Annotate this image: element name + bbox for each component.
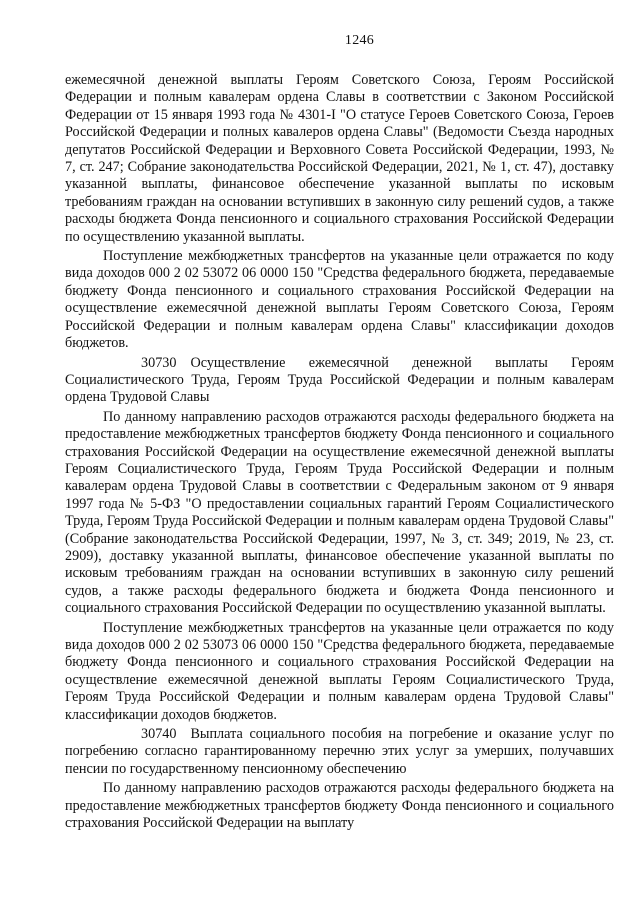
page-number: 1246 — [344, 33, 375, 48]
paragraph-income-code-53073: Поступление межбюджетных трансфертов на указанные цели отражается по коду вида доходов 000 2 02 53073 06 0000 150 "Средства федерального бюджета, передаваемые бюджету Фонда пенсионного и социального страхования Российской Федерации на осуществление ежемесячной денежной выплаты Героям Социалистического Труда, Героям Труда Российской Федерации и полным кавалерам ордена Трудовой Славы" классификации доходов бюджетов. — [65, 619, 614, 723]
section-title-30740: Выплата социального пособия на погребение и оказание услуг по погребению согласно гарантированному перечню этих услуг за умерших, получавших пенсии по государственному пенсионному обеспечению — [65, 726, 614, 777]
document-body — [65, 72, 614, 832]
section-code-30730: 30730 — [141, 354, 177, 371]
section-heading-30740 — [65, 726, 614, 778]
section-heading-30730 — [65, 355, 614, 407]
paragraph-continuation: ежемесячной денежной выплаты Героям Советского Союза, Героям Российской Федерации и полным кавалерам ордена Славы в соответствии с Законом Российской Федерации от 15 января 1993 года № 4301-I "О статусе Героев Советского Союза, Героев Российской Федерации и полных кавалеров ордена Славы" (Ведомости Съезда народных депутатов Российской Федерации и Верховного Совета Российской Федерации, 1993, № 7, ст. 247; Собрание законодательства Российской Федерации, 2021, № 1, ст. 47), доставку указанной выплаты, финансовое обеспечение указанной выплаты по исковым требованиям граждан на основании вступивших в законную силу решений судов, а также расходы бюджета Фонда пенсионного и социального страхования Российской Федерации по осуществлению указанной выплаты. — [65, 72, 614, 245]
section-title-30730: Осуществление ежемесячной денежной выплаты Героям Социалистического Труда, Героям Труда Российской Федерации и полным кавалерам ордена Трудовой Славы — [65, 354, 614, 406]
section-code-30740: 30740 — [141, 726, 177, 743]
paragraph-income-code-53072: Поступление межбюджетных трансфертов на указанные цели отражается по коду вида доходов 000 2 02 53072 06 0000 150 "Средства федерального бюджета, передаваемые бюджету Фонда пенсионного и социального страхования Российской Федерации на осуществление ежемесячной денежной выплаты Героям Советского Союза, Героям Российской Федерации и полным кавалерам ордена Славы" классификации доходов бюджетов. — [65, 248, 614, 352]
paragraph-expense-30740: По данному направлению расходов отражаются расходы федерального бюджета на предоставление межбюджетных трансфертов бюджету Фонда пенсионного и социального страхования Российской Федерации на выплату — [65, 780, 614, 832]
paragraph-expense-30730: По данному направлению расходов отражаются расходы федерального бюджета на предоставление межбюджетных трансфертов бюджету Фонда пенсионного и социального страхования Российской Федерации на осуществление ежемесячной денежной выплаты Героям Социалистического Труда, Героям Труда Российской Федерации и полным кавалерам ордена Трудовой Славы в соответствии с Федеральным законом от 9 января 1997 года № 5-ФЗ "О предоставлении социальных гарантий Героям Социалистического Труда, Героям Труда Российской Федерации и полным кавалерам ордена Трудовой Славы" (Собрание законодательства Российской Федерации, 1997, № 3, ст. 349; 2019, № 23, ст. 2909), доставку указанной выплаты, финансовое обеспечение указанной выплаты по исковым требованиям граждан на основании вступивших в законную силу решений судов, а также расходы федерального бюджета и бюджета Фонда пенсионного и социального страхования Российской Федерации по осуществлению указанной выплаты. — [65, 408, 614, 617]
